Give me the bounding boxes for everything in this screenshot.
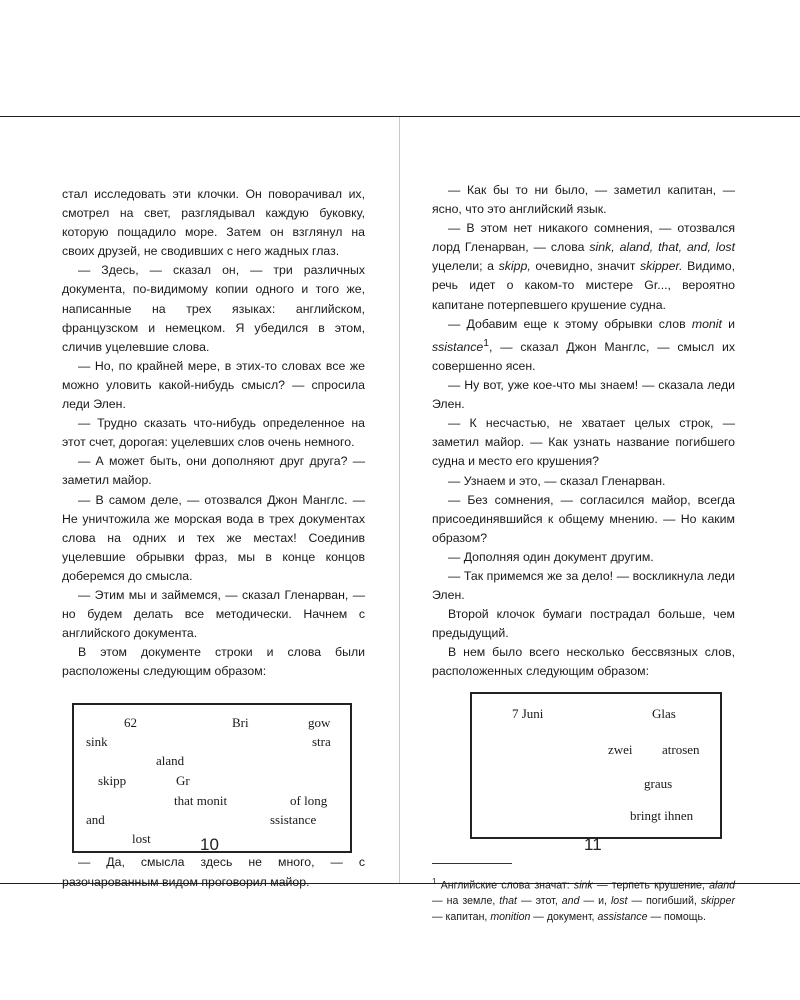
doc-word: Bri <box>232 715 249 731</box>
english-word: skipp, <box>498 259 531 274</box>
text-run: очевидно, значит <box>530 259 640 274</box>
text-run: — этот, <box>516 895 562 908</box>
text-run: — и, <box>579 895 611 908</box>
footnote-ref: 1 <box>483 337 489 349</box>
paragraph <box>432 219 735 314</box>
english-word: assistance <box>597 911 648 924</box>
text-run: , — сказал Джон Манглс, — смысл их совершенно ясен. <box>432 339 735 373</box>
doc-word: ssistance <box>270 812 317 828</box>
doc-word: 62 <box>124 715 137 731</box>
doc-word: gow <box>308 715 331 731</box>
paragraph: — Но, по крайней мере, в этих-то словах все же можно уловить какой-нибудь смысл? — спросила леди Элен. <box>62 358 365 412</box>
text-run: — на земле, <box>432 895 500 908</box>
text-run: — капитан, <box>432 911 491 924</box>
doc-word: sink <box>86 734 108 750</box>
doc-word: of long <box>290 793 328 809</box>
doc-word: stra <box>312 734 331 750</box>
right-page <box>432 117 735 924</box>
english-word: aland <box>709 879 735 892</box>
english-document-box <box>72 703 352 853</box>
english-word: ssistance <box>432 339 484 354</box>
doc-word: that monit <box>174 793 228 809</box>
doc-word: atrosen <box>662 741 700 757</box>
paragraph: — Как бы то ни было, — заметил капитан, — ясно, что это английский язык. <box>432 183 735 217</box>
paragraph: — К несчастью, не хватает целых строк, — заметил майор. — Как узнать название погибшего судна и место его крушения? <box>432 416 735 469</box>
paragraph: — Так примемся же за дело! — воскликнула леди Элен. <box>432 568 735 603</box>
paragraph: Второй клочок бумаги пострадал больше, чем предыдущий. <box>432 607 735 641</box>
doc-word: zwei <box>608 741 633 757</box>
english-word: lost <box>610 895 628 908</box>
paragraph: — Ну вот, уже кое-что мы знаем! — сказала леди Элен. <box>432 378 735 412</box>
paragraph: — Здесь, — сказал он, — три различных документа, по-видимому копии одного и того же, написанные на трех языках: английском, французском и немецком. Я убедился в этом, сличив уцелевшие слова. <box>62 263 365 354</box>
text-run: Английские слова значат: <box>440 879 574 892</box>
paragraph: В нем было всего несколько бессвязных слов, расположенных следующим образом: <box>432 645 735 679</box>
text-run: — терпеть крушение, <box>592 879 710 892</box>
left-page-text <box>62 185 365 892</box>
paragraph: — Да, смысла здесь не много, — с разочарованным видом проговорил майор. <box>62 855 365 889</box>
footnote-mark: 1 <box>432 876 437 886</box>
english-word: monit <box>691 316 722 331</box>
english-word: and <box>561 895 580 908</box>
doc-word: skipp <box>98 773 127 789</box>
doc-word: bringt ihnen <box>630 807 694 823</box>
doc-word: Gr <box>176 773 190 789</box>
paragraph: — Этим мы и займемся, — сказал Гленарван, — но будем делать все методически. Начнем с английского документа. <box>62 587 365 641</box>
text-run: — погибший, <box>627 895 701 908</box>
paragraph: — А может быть, они дополняют друг друга? — заметил майор. <box>62 454 365 488</box>
english-word: that <box>499 895 517 908</box>
page-number: 11 <box>584 835 602 854</box>
book-spread <box>0 116 800 924</box>
text-run: Видимо, речь идет о каком-то мистере Gr..., вероятно капитане потерпевшего крушение судна. <box>432 259 735 312</box>
text-run: уцелели; а <box>432 259 499 274</box>
english-word: skipper <box>700 895 735 908</box>
english-word: sink <box>573 879 593 892</box>
english-word: skipper. <box>639 259 683 274</box>
doc-word: 7 Juni <box>512 705 544 721</box>
doc-word: graus <box>644 775 673 791</box>
paragraph: — Трудно сказать что-нибудь определенное на этот счет, дорогая: уцелевших слов очень немного. <box>62 416 365 450</box>
english-word: monition <box>490 911 531 924</box>
paragraph <box>432 315 735 376</box>
footnote <box>432 874 735 926</box>
footnote-rule <box>432 863 512 864</box>
text-run: — В этом нет никакого сомнения, — отозвался лорд Гленарван, — слова <box>432 221 735 255</box>
paragraph: — Дополняя один документ другим. <box>448 549 654 564</box>
doc-word: and <box>86 812 105 828</box>
text-run: — документ, <box>530 911 598 924</box>
text-run: — помощь. <box>647 911 706 924</box>
right-page-text <box>432 181 735 925</box>
doc-word: aland <box>156 753 185 769</box>
german-document-box <box>470 692 722 839</box>
paragraph: стал исследовать эти клочки. Он поворачивал их, смотрел на свет, разглядывал каждую буковку, которую пощадило море. Затем он взглянул на своих друзей, не сводивших с него жадных глаз. <box>62 187 365 259</box>
paragraph: В этом документе строки и слова были расположены следующим образом: <box>62 645 365 679</box>
paragraph: — Узнаем и это, — сказал Гленарван. <box>448 473 666 488</box>
page-number: 10 <box>200 835 219 854</box>
page-gutter <box>399 117 400 883</box>
english-words: sink, aland, that, and, lost <box>589 240 735 255</box>
doc-word: lost <box>132 831 151 847</box>
text-run: и <box>721 316 735 331</box>
left-page <box>62 117 365 889</box>
text-run: — Добавим еще к этому обрывки слов <box>448 316 692 331</box>
paragraph: — В самом деле, — отозвался Джон Манглс. — Не уничтожила же морская вода в трех документах слова на одних и тех же местах! Соединив уцелевшие обрывки фраз, мы в конце концов доберемся до смысла. <box>62 492 365 583</box>
paragraph: — Без сомнения, — согласился майор, всегда присоединявшийся к общему мнению. — Но каким образом? <box>432 492 735 545</box>
doc-word: Glas <box>652 705 676 721</box>
